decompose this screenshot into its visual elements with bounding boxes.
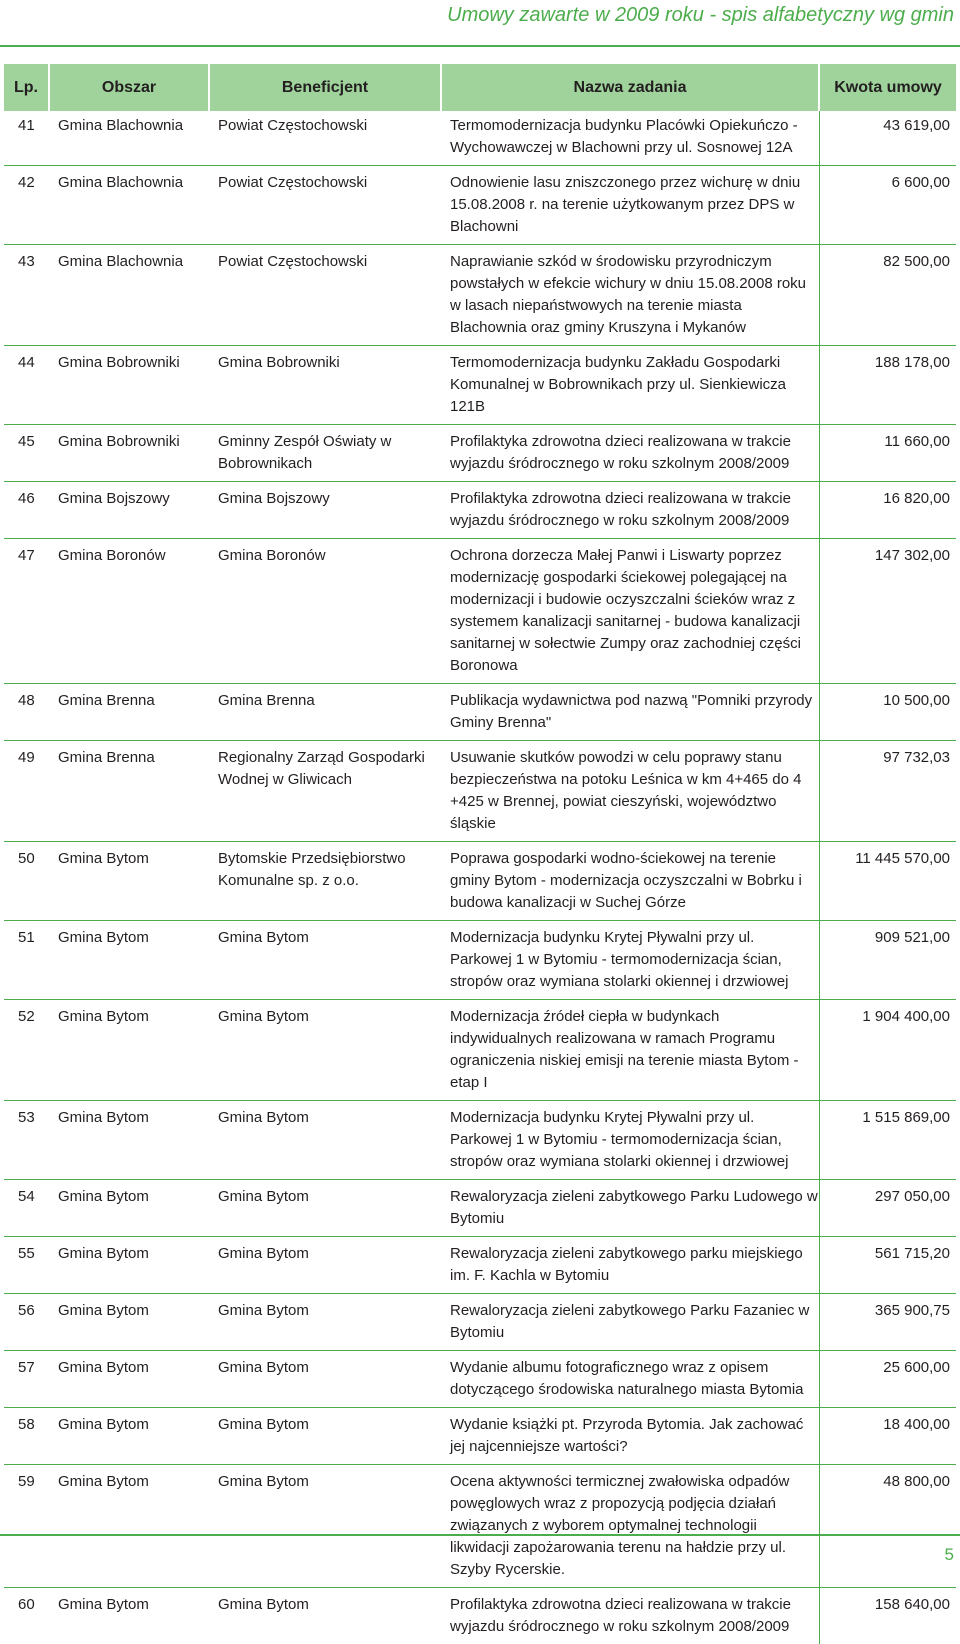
cell-obszar: Gmina Bytom bbox=[50, 920, 210, 999]
cell-lp: 58 bbox=[4, 1407, 50, 1464]
header-obszar: Obszar bbox=[50, 64, 210, 111]
table-row bbox=[4, 165, 956, 244]
cell-kwota-umowy: 1 904 400,00 bbox=[820, 999, 956, 1100]
table-row bbox=[4, 1179, 956, 1236]
cell-beneficjent: Powiat Częstochowski bbox=[210, 244, 442, 345]
cell-lp: 48 bbox=[4, 683, 50, 740]
cell-nazwa-zadania: Termomodernizacja budynku Zakładu Gospodarki Komunalnej w Bobrownikach przy ul. Sienkiewicza 121B bbox=[442, 345, 820, 424]
table-row bbox=[4, 1407, 956, 1464]
cell-obszar: Gmina Blachownia bbox=[58, 117, 184, 134]
cell-beneficjent: Gmina Bytom bbox=[210, 1587, 442, 1644]
cell-beneficjent: Regionalny Zarząd Gospodarki Wodnej w Gliwicach bbox=[210, 740, 442, 841]
cell-beneficjent: Gmina Bytom bbox=[210, 1464, 442, 1587]
cell-beneficjent: Gmina Bytom bbox=[210, 1179, 442, 1236]
table-row bbox=[4, 920, 956, 999]
cell-obszar: Gmina Bytom bbox=[50, 1293, 210, 1350]
cell-beneficjent: Bytomskie Przedsiębiorstwo Komunalne sp. z o.o. bbox=[210, 841, 442, 920]
cell-nazwa-zadania: Ochrona dorzecza Małej Panwi i Liswarty poprzez modernizację gospodarki ściekowej polegającej na modernizacji i budowie oczyszczalni ścieków wraz z systemem kanalizacji sanitarnej - budowa kanalizacji sanitarnej w sołectwie Zumpy oraz zachodniej części Boronowa bbox=[442, 538, 820, 683]
cell-lp: 54 bbox=[4, 1179, 50, 1236]
cell-kwota-umowy: 18 400,00 bbox=[820, 1407, 956, 1464]
cell-kwota-umowy: 16 820,00 bbox=[820, 481, 956, 538]
table-row bbox=[4, 683, 956, 740]
cell-beneficjent: Gmina Bobrowniki bbox=[210, 345, 442, 424]
cell-kwota-umowy: 82 500,00 bbox=[820, 244, 956, 345]
cell-beneficjent: Gmina Bytom bbox=[210, 1236, 442, 1293]
cell-obszar: Gmina Bobrowniki bbox=[50, 424, 210, 481]
cell-nazwa-zadania: Profilaktyka zdrowotna dzieci realizowana w trakcie wyjazdu śródrocznego w roku szkolnym 2008/2009 bbox=[442, 481, 820, 538]
cell-nazwa-zadania: Poprawa gospodarki wodno-ściekowej na terenie gminy Bytom - modernizacja oczyszczalni w Bobrku i budowa kanalizacji w Suchej Górze bbox=[442, 841, 820, 920]
cell-kwota-umowy: 909 521,00 bbox=[820, 920, 956, 999]
page-number: 5 bbox=[944, 1545, 954, 1564]
cell-kwota-umowy: 43 619,00 bbox=[883, 117, 950, 134]
cell-kwota-umowy: 97 732,03 bbox=[820, 740, 956, 841]
table-row bbox=[4, 424, 956, 481]
cell-obszar: Gmina Bytom bbox=[50, 1100, 210, 1179]
cell-beneficjent: Powiat Częstochowski bbox=[210, 165, 442, 244]
table-row bbox=[4, 740, 956, 841]
cell-nazwa-zadania: Termomodernizacja budynku Placówki Opiekuńczo - Wychowawczej w Blachowni przy ul. Sosnowej 12A bbox=[442, 111, 820, 165]
cell-nazwa-zadania: Wydanie albumu fotograficznego wraz z opisem dotyczącego środowiska naturalnego miasta Bytomia bbox=[442, 1350, 820, 1407]
cell-lp: 55 bbox=[4, 1236, 50, 1293]
cell-obszar: Gmina Brenna bbox=[50, 740, 210, 841]
cell-beneficjent: Gminny Zespół Oświaty w Bobrownikach bbox=[210, 424, 442, 481]
cell-beneficjent: Gmina Bytom bbox=[210, 1407, 442, 1464]
cell-obszar: Gmina Bytom bbox=[50, 1236, 210, 1293]
table-row bbox=[4, 1587, 956, 1644]
table-row bbox=[4, 1464, 956, 1587]
table-body bbox=[4, 111, 956, 1644]
cell-nazwa-zadania: Naprawianie szkód w środowisku przyrodniczym powstałych w efekcie wichury w dniu 15.08.2008 roku w lasach niepaństwowych na terenie miasta Blachownia oraz gminy Kruszyna i Mykanów bbox=[442, 244, 820, 345]
cell-obszar: Gmina Bytom bbox=[50, 1350, 210, 1407]
cell-lp: 45 bbox=[4, 424, 50, 481]
header-nazwa-zadania: Nazwa zadania bbox=[442, 64, 820, 111]
cell-nazwa-zadania: Publikacja wydawnictwa pod nazwą "Pomniki przyrody Gminy Brenna" bbox=[442, 683, 820, 740]
cell-lp: 52 bbox=[4, 999, 50, 1100]
cell-kwota-umowy: 147 302,00 bbox=[820, 538, 956, 683]
cell-beneficjent: Gmina Bytom bbox=[210, 1100, 442, 1179]
cell-nazwa-zadania: Rewaloryzacja zieleni zabytkowego Parku Fazaniec w Bytomiu bbox=[442, 1293, 820, 1350]
cell-obszar: Gmina Boronów bbox=[50, 538, 210, 683]
cell-lp: 53 bbox=[4, 1100, 50, 1179]
cell-kwota-umowy: 11 660,00 bbox=[820, 424, 956, 481]
cell-lp: 60 bbox=[4, 1587, 50, 1644]
cell-obszar: Gmina Bytom bbox=[50, 999, 210, 1100]
table-row bbox=[4, 244, 956, 345]
cell-lp: 43 bbox=[4, 244, 50, 345]
cell-obszar: Gmina Bytom bbox=[50, 1464, 210, 1587]
cell-kwota-umowy: 188 178,00 bbox=[820, 345, 956, 424]
cell-nazwa-zadania: Ocena aktywności termicznej zwałowiska odpadów powęglowych wraz z propozycją podjęcia działań związanych z wyborem optymalnej technologii likwidacji zapożarowania terenu na hałdzie przy ul. Szyby Rycerskie. bbox=[442, 1464, 820, 1587]
cell-beneficjent: Gmina Boronów bbox=[210, 538, 442, 683]
cell-nazwa-zadania: Modernizacja budynku Krytej Pływalni przy ul. Parkowej 1 w Bytomiu - termomodernizacja ścian, stropów oraz wymiana stolarki okiennej i drzwiowej bbox=[442, 1100, 820, 1179]
cell-kwota-umowy: 48 800,00 bbox=[820, 1464, 956, 1587]
cell-beneficjent: Gmina Bytom bbox=[210, 920, 442, 999]
cell-lp: 57 bbox=[4, 1350, 50, 1407]
cell-kwota-umowy: 561 715,20 bbox=[820, 1236, 956, 1293]
cell-kwota-umowy: 297 050,00 bbox=[820, 1179, 956, 1236]
cell-lp: 51 bbox=[4, 920, 50, 999]
table-header bbox=[4, 64, 956, 111]
cell-lp: 50 bbox=[4, 841, 50, 920]
cell-obszar: Gmina Bytom bbox=[50, 1179, 210, 1236]
table-row bbox=[4, 538, 956, 683]
table-row bbox=[4, 1236, 956, 1293]
cell-nazwa-zadania: Rewaloryzacja zieleni zabytkowego parku miejskiego im. F. Kachla w Bytomiu bbox=[442, 1236, 820, 1293]
cell-kwota-umowy: 11 445 570,00 bbox=[820, 841, 956, 920]
table-row bbox=[4, 345, 956, 424]
cell-obszar: Gmina Bytom bbox=[50, 1407, 210, 1464]
cell-lp: 59 bbox=[4, 1464, 50, 1587]
cell-kwota-umowy: 25 600,00 bbox=[820, 1350, 956, 1407]
cell-obszar: Gmina Bojszowy bbox=[50, 481, 210, 538]
cell-lp: 47 bbox=[4, 538, 50, 683]
table-row bbox=[4, 481, 956, 538]
header-lp: Lp. bbox=[4, 64, 50, 111]
cell-kwota-umowy: 10 500,00 bbox=[820, 683, 956, 740]
header-beneficjent: Beneficjent bbox=[210, 64, 442, 111]
table-row bbox=[4, 111, 956, 165]
cell-nazwa-zadania: Modernizacja budynku Krytej Pływalni przy ul. Parkowej 1 w Bytomiu - termomodernizacja ścian, stropów oraz wymiana stolarki okiennej i drzwiowej bbox=[442, 920, 820, 999]
cell-obszar: Gmina Blachownia bbox=[50, 165, 210, 244]
title-divider bbox=[0, 45, 960, 47]
cell-kwota-umowy: 1 515 869,00 bbox=[820, 1100, 956, 1179]
cell-kwota-umowy: 365 900,75 bbox=[820, 1293, 956, 1350]
table-row bbox=[4, 841, 956, 920]
cell-nazwa-zadania: Wydanie książki pt. Przyroda Bytomia. Jak zachować jej najcenniejsze wartości? bbox=[442, 1407, 820, 1464]
cell-lp: 42 bbox=[4, 165, 50, 244]
cell-obszar: Gmina Bytom bbox=[50, 841, 210, 920]
cell-nazwa-zadania: Rewaloryzacja zieleni zabytkowego Parku Ludowego w Bytomiu bbox=[442, 1179, 820, 1236]
cell-nazwa-zadania: Modernizacja źródeł ciepła w budynkach indywidualnych realizowana w ramach Programu ograniczenia niskiej emisji na terenie miasta Bytom - etap I bbox=[442, 999, 820, 1100]
cell-beneficjent: Gmina Bojszowy bbox=[210, 481, 442, 538]
cell-kwota-umowy: 158 640,00 bbox=[820, 1587, 956, 1644]
table-row bbox=[4, 1350, 956, 1407]
cell-nazwa-zadania: Profilaktyka zdrowotna dzieci realizowana w trakcie wyjazdu śródrocznego w roku szkolnym 2008/2009 bbox=[442, 424, 820, 481]
cell-lp: 44 bbox=[4, 345, 50, 424]
cell-beneficjent: Gmina Brenna bbox=[210, 683, 442, 740]
cell-obszar: Gmina Blachownia bbox=[50, 244, 210, 345]
page-title: Umowy zawarte w 2009 roku - spis alfabetyczny wg gmin bbox=[447, 4, 954, 26]
cell-beneficjent: Gmina Bytom bbox=[210, 1350, 442, 1407]
cell-lp: 46 bbox=[4, 481, 50, 538]
cell-nazwa-zadania: Profilaktyka zdrowotna dzieci realizowana w trakcie wyjazdu śródrocznego w roku szkolnym 2008/2009 bbox=[442, 1587, 820, 1644]
cell-lp: 49 bbox=[4, 740, 50, 841]
cell-beneficjent: Powiat Częstochowski bbox=[218, 117, 368, 134]
header-kwota-umowy: Kwota umowy bbox=[820, 64, 956, 111]
cell-kwota-umowy: 6 600,00 bbox=[820, 165, 956, 244]
cell-nazwa-zadania: Usuwanie skutków powodzi w celu poprawy stanu bezpieczeństwa na potoku Leśnica w km 4+465 do 4 +425 w Brennej, powiat cieszyński, województwo śląskie bbox=[442, 740, 820, 841]
cell-nazwa-zadania: Odnowienie lasu zniszczonego przez wichurę w dniu 15.08.2008 r. na terenie użytkowanym przez DPS w Blachowni bbox=[442, 165, 820, 244]
cell-obszar: Gmina Brenna bbox=[50, 683, 210, 740]
cell-beneficjent: Gmina Bytom bbox=[210, 1293, 442, 1350]
cell-obszar: Gmina Bobrowniki bbox=[50, 345, 210, 424]
cell-lp: 56 bbox=[4, 1293, 50, 1350]
cell-beneficjent: Gmina Bytom bbox=[210, 999, 442, 1100]
footer-divider bbox=[0, 1534, 960, 1536]
cell-lp: 41 bbox=[18, 117, 35, 134]
table-row bbox=[4, 999, 956, 1100]
cell-obszar: Gmina Bytom bbox=[50, 1587, 210, 1644]
contracts-table bbox=[4, 64, 956, 1644]
table-row bbox=[4, 1293, 956, 1350]
table-row bbox=[4, 1100, 956, 1179]
